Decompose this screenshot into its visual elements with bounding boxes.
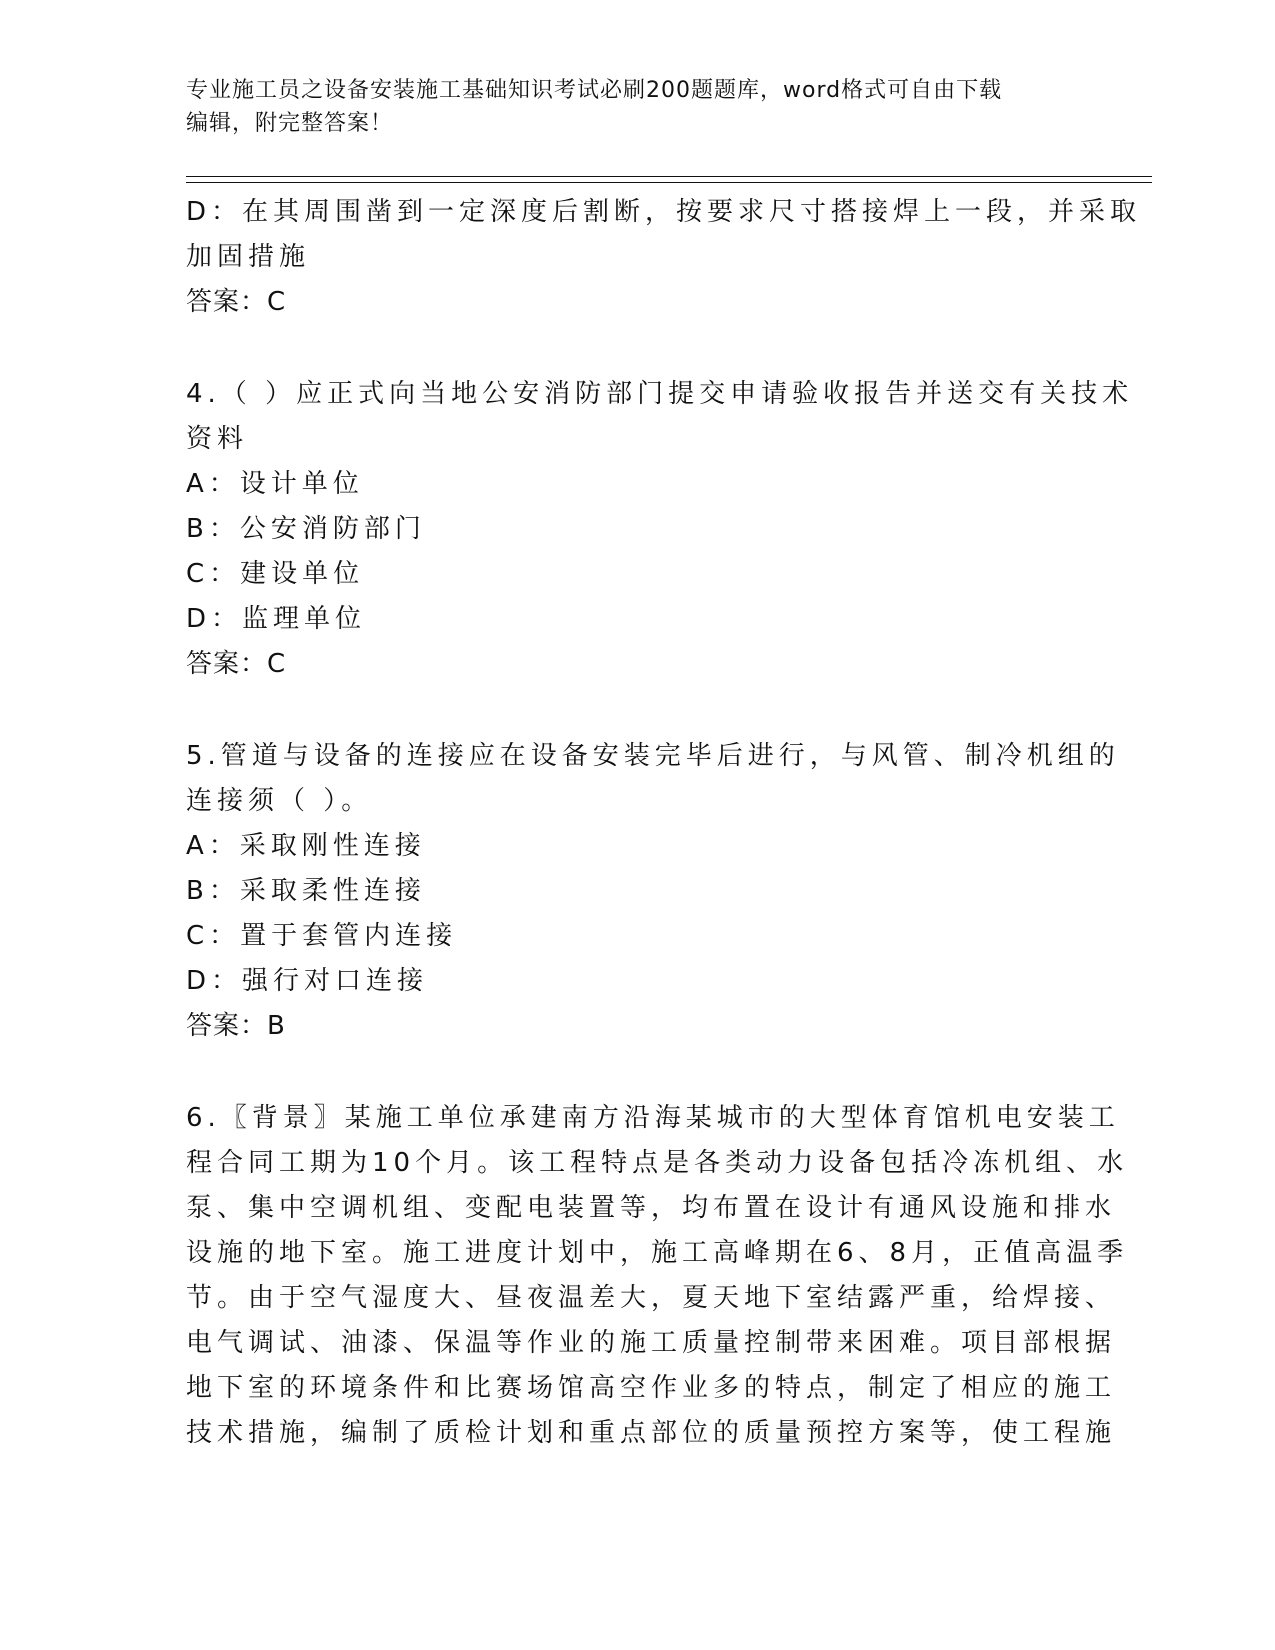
question-stem-line1: 4.（ ）应正式向当地公安消防部门提交申请验收报告并送交有关技术: [186, 379, 1134, 409]
option-a: A：采取刚性连接: [186, 831, 426, 861]
paragraph-line: 地下室的环境条件和比赛场馆高空作业多的特点，制定了相应的施工: [186, 1373, 1117, 1403]
option-d-line2: 加固措施: [186, 242, 311, 272]
page-header: [186, 74, 1066, 140]
spacer: [186, 325, 1086, 372]
header-title-line1: 专业施工员之设备安装施工基础知识考试必刷200题题库，word格式可自由下载: [186, 78, 1003, 103]
option-b: B：公安消防部门: [186, 514, 426, 544]
spacer: [186, 687, 1086, 734]
header-divider-top: [186, 176, 1152, 177]
document-body: [186, 190, 1142, 1456]
answer-line: 答案：C: [186, 287, 287, 317]
question-3-tail: [186, 190, 1142, 325]
paragraph-line: 技术措施，编制了质检计划和重点部位的质量预控方案等，使工程施: [186, 1418, 1117, 1448]
option-c: C：置于套管内连接: [186, 921, 458, 951]
question-4: [186, 372, 1134, 687]
spacer: [186, 1049, 1086, 1096]
paragraph-line: 电气调试、油漆、保温等作业的施工质量控制带来困难。项目部根据: [186, 1328, 1117, 1358]
answer-line: 答案：B: [186, 1011, 286, 1041]
question-stem-line2: 连接须（ ）。: [186, 786, 373, 816]
option-d-line1: D：在其周围凿到一定深度后割断，按要求尺寸搭接焊上一段，并采取: [186, 197, 1142, 227]
paragraph-line: 泵、集中空调机组、变配电装置等，均布置在设计有通风设施和排水: [186, 1193, 1117, 1223]
question-6: [186, 1096, 1129, 1456]
paragraph-line: 6.〖背景〗某施工单位承建南方沿海某城市的大型体育馆机电安装工: [186, 1103, 1120, 1133]
paragraph-line: 程合同工期为10个月。该工程特点是各类动力设备包括冷冻机组、水: [186, 1148, 1129, 1178]
option-d: D：强行对口连接: [186, 966, 429, 996]
header-divider-bottom: [186, 182, 1152, 183]
answer-line: 答案：C: [186, 649, 287, 679]
option-b: B：采取柔性连接: [186, 876, 426, 906]
option-d: D：监理单位: [186, 604, 367, 634]
option-c: C：建设单位: [186, 559, 365, 589]
question-stem-line1: 5.管道与设备的连接应在设备安装完毕后进行，与风管、制冷机组的: [186, 741, 1120, 771]
question-stem-line2: 资料: [186, 424, 249, 454]
option-a: A：设计单位: [186, 469, 364, 499]
question-5: [186, 734, 1120, 1049]
paragraph-line: 节。由于空气湿度大、昼夜温差大，夏天地下室结露严重，给焊接、: [186, 1283, 1117, 1313]
header-title-line2: 编辑，附完整答案！: [186, 111, 394, 136]
paragraph-line: 设施的地下室。施工进度计划中，施工高峰期在6、8月，正值高温季: [186, 1238, 1129, 1268]
